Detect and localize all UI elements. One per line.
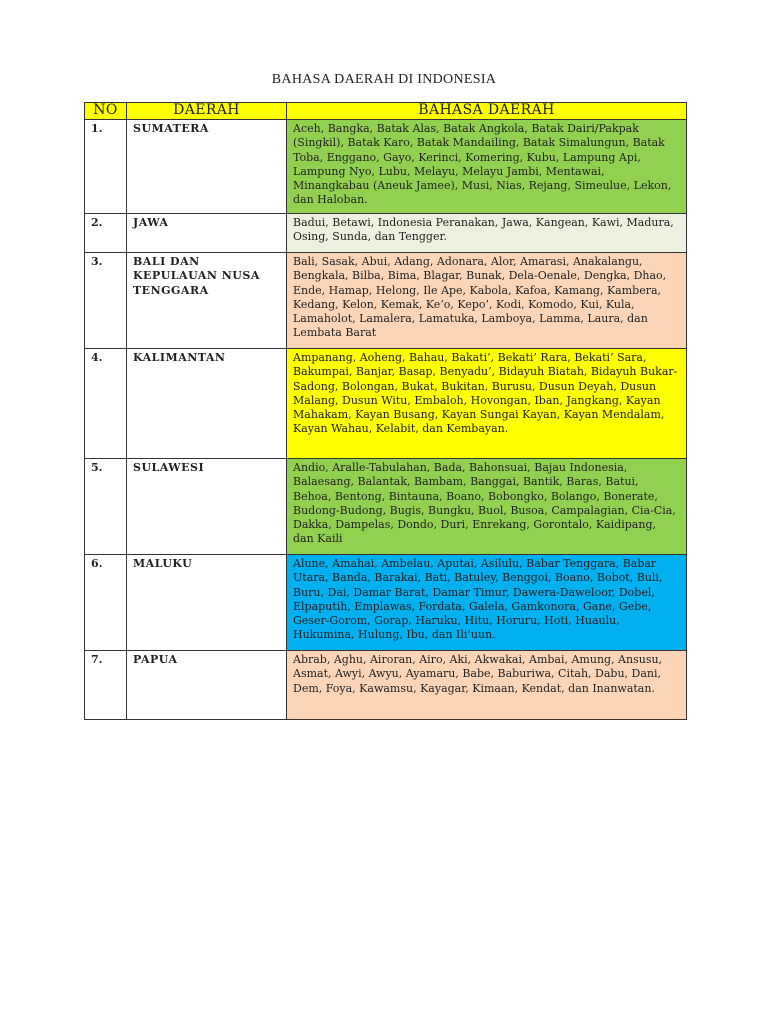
row-number: 1. xyxy=(85,120,127,214)
table-row xyxy=(85,214,687,253)
row-number: 3. xyxy=(85,253,127,349)
document-title: BAHASA DAERAH DI INDONESIA xyxy=(271,72,497,87)
language-list: Andio, Aralle-Tabulahan, Bada, Bahonsuai, Bajau Indonesia, Balaesang, Balantak, Bambam, Banggai, Bantik, Baras, Batui, Behoa, Bentong, Bintauna, Boano, Bobongko, Bolango, Bonerate, Budong-Budong, Bugis, Bungku, Buol, Busoa, Campalagian, Cia-Cia, Dakka, Dampelas, Dondo, Duri, Enrekang, Gorontalo, Kaidipang, dan Kaili xyxy=(287,459,687,555)
header-bahasa: BAHASA DAERAH xyxy=(287,103,687,120)
table-row xyxy=(85,459,687,555)
table-row xyxy=(85,651,687,720)
row-number: 4. xyxy=(85,349,127,459)
region-name: MALUKU xyxy=(127,555,287,651)
language-list: Aceh, Bangka, Batak Alas, Batak Angkola, Batak Dairi/Pakpak (Singkil), Batak Karo, Batak Mandailing, Batak Simalungun, Batak Toba, Enggano, Gayo, Kerinci, Komering, Kubu, Lampung Api, Lampung Nyo, Lubu, Melayu, Melayu Jambi, Mentawai, Minangkabau (Aneuk Jamee), Musi, Nias, Rejang, Simeulue, Lekon, dan Haloban. xyxy=(287,120,687,214)
region-name: BALI DAN KEPULAUAN NUSA TENGGARA xyxy=(127,253,287,349)
row-number: 2. xyxy=(85,214,127,253)
language-list: Abrab, Aghu, Airoran, Airo, Aki, Akwakai, Ambai, Amung, Ansusu, Asmat, Awyi, Awyu, Ayamaru, Babe, Baburiwa, Citah, Dabu, Dani, Dem, Foya, Kawamsu, Kayagar, Kimaan, Kendat, dan Inanwatan. xyxy=(287,651,687,720)
row-number: 7. xyxy=(85,651,127,720)
header-daerah: DAERAH xyxy=(127,103,287,120)
table-row xyxy=(85,555,687,651)
region-name: PAPUA xyxy=(127,651,287,720)
table-row xyxy=(85,120,687,214)
table-header-row xyxy=(85,103,687,120)
language-list: Ampanang, Aoheng, Bahau, Bakati’, Bekati’ Rara, Bekati’ Sara, Bakumpai, Banjar, Basap, Benyadu’, Bidayuh Biatah, Bidayuh Bukar-Sadong, Bolongan, Bukat, Bukitan, Burusu, Dusun Deyah, Dusun Malang, Dusun Witu, Embaloh, Hovongan, Iban, Jangkang, Kayan Mahakam, Kayan Busang, Kayan Sungai Kayan, Kayan Mendalam, Kayan Wahau, Kelabit, dan Kembayan. xyxy=(287,349,687,459)
region-name: JAWA xyxy=(127,214,287,253)
table-row xyxy=(85,349,687,459)
region-name: SUMATERA xyxy=(127,120,287,214)
language-list: Bali, Sasak, Abui, Adang, Adonara, Alor, Amarasi, Anakalangu, Bengkala, Bilba, Bima, Blagar, Bunak, Dela-Oenale, Dengka, Dhao, Ende, Hamap, Helong, Ile Ape, Kabola, Kafoa, Kamang, Kambera, Kedang, Kelon, Kemak, Ke’o, Kepo’, Kodi, Komodo, Kui, Kula, Lamaholot, Lamalera, Lamatuka, Lamboya, Lamma, Laura, dan Lembata Barat xyxy=(287,253,687,349)
language-list: Badui, Betawi, Indonesia Peranakan, Jawa, Kangean, Kawi, Madura, Osing, Sunda, dan Tengger. xyxy=(287,214,687,253)
region-name: KALIMANTAN xyxy=(127,349,287,459)
header-no: NO xyxy=(85,103,127,120)
language-table xyxy=(84,102,687,720)
region-name: SULAWESI xyxy=(127,459,287,555)
language-list: Alune, Amahai, Ambelau, Aputai, Asilulu, Babar Tenggara, Babar Utara, Banda, Barakai, Bati, Batuley, Benggoi, Boano, Bobot, Buli, Buru, Dai, Damar Barat, Damar Timur, Dawera-Daweloor, Dobel, Elpaputih, Emplawas, Fordata, Galela, Gamkonora, Gane, Gebe, Geser-Gorom, Gorap, Haruku, Hitu, Horuru, Hoti, Huaulu, Hukumina, Hulung, Ibu, dan Ili’uun. xyxy=(287,555,687,651)
row-number: 5. xyxy=(85,459,127,555)
row-number: 6. xyxy=(85,555,127,651)
table-row xyxy=(85,253,687,349)
